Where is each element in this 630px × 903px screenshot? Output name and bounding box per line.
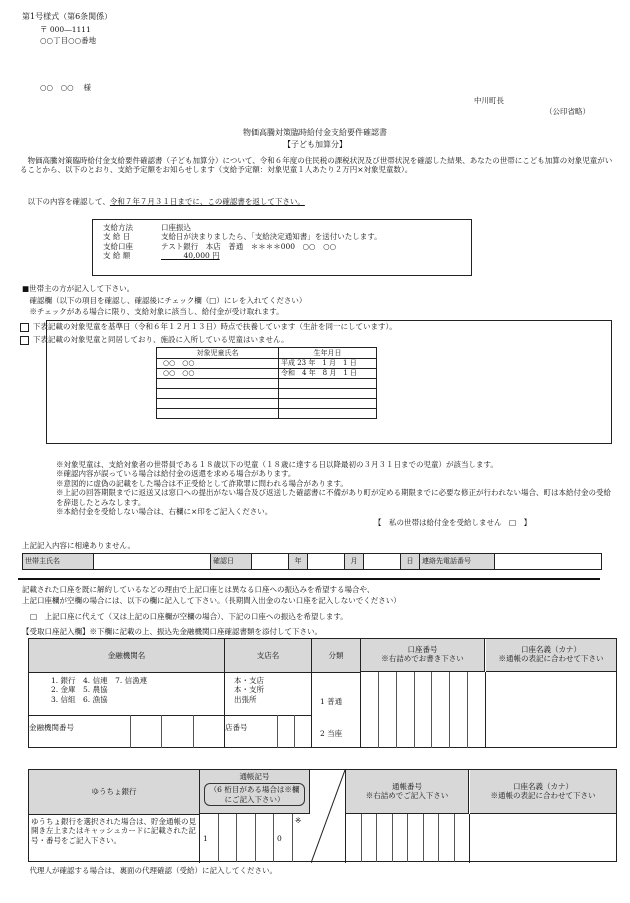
deadline-prefix: 以下の内容を確認して、 xyxy=(20,197,110,206)
branch-code-label: 店番号 xyxy=(225,723,248,732)
child-row xyxy=(157,399,377,409)
note-item: ※意図的に虚偽の記載をした場合は不正受給として詐欺罪に問われる場合があります。 xyxy=(56,478,348,488)
bank-code-field[interactable] xyxy=(99,715,224,748)
confirm-statement: 上記記入内容に相違ありません。 xyxy=(22,541,135,550)
child-name[interactable]: ○○ ○○ xyxy=(157,359,279,369)
note-item: ※確認内容が誤っている場合は給付金の返還を求める場合があります。 xyxy=(56,469,296,479)
check-item-2-label: 下表記載の対象児童と同居しており、施設に入所している児童はいません。 xyxy=(33,335,289,344)
intro-deadline xyxy=(20,197,305,206)
account-change-check[interactable]: □ 上記口座に代えて（又は上記の口座欄が空欄の場合）、下記の口座への振込を希望します。 xyxy=(30,612,348,621)
section-divider xyxy=(18,578,600,580)
bank-name-header: 金融機関名 xyxy=(29,639,225,673)
note-item: ※対象児童は、支給対象者の世帯員である１８歳以下の児童（１８歳に達する日以降最初の３月３１日までの児童）が該当します。 xyxy=(56,460,498,469)
yucho-holder-header xyxy=(470,770,616,814)
payment-row xyxy=(99,232,384,241)
postal-code: 〒 000―1111 xyxy=(40,25,91,34)
payment-value: 支給日が決まりましたら、「支給決定通知書」を送付いたします。 xyxy=(161,232,382,242)
branch-name-header: 支店名 xyxy=(225,639,312,673)
note-item: ※上記の回答期限までに返送又は窓口への提出がない場合及び返送した確認書に不備があり町が定める期限までに必要な修正が行われない場合、町は本給付金の受給を辞退したとみなします。 xyxy=(56,488,611,507)
child-name[interactable] xyxy=(157,379,279,389)
bank-type-options[interactable]: 1. 銀行 4. 信連 7. 信漁連 2. 金庫 5. 農協 3. 信組 6. 漁協 xyxy=(51,676,148,704)
symbol-first-digit: 1 xyxy=(203,834,208,843)
yucho-holder-note: ※通帳の表記に合わせて下さい xyxy=(490,791,596,801)
phone-field[interactable] xyxy=(495,554,602,570)
seal-omitted: （公印省略） xyxy=(545,107,590,116)
account-number-header xyxy=(361,639,485,672)
note-item: ※本給付金を受給しない場合は、右欄に×印をご記入ください。 xyxy=(56,506,273,516)
payment-value: テスト銀行 本店 普通 ＊＊＊＊000 ○○ ○○ xyxy=(161,241,337,251)
decline-option[interactable]: 【 私の世帯は給付金を受給しません □ 】 xyxy=(374,518,532,527)
symbol-last-digit: 0 xyxy=(277,834,282,843)
child-row xyxy=(157,409,377,419)
payment-label: 支給方法 xyxy=(103,223,133,232)
yucho-description: ゆうちょ銀行を選択された場合は、貯金通帳の見開き左上またはキャッシュカードに記載された記号・番号をご記入下さい。 xyxy=(31,817,196,845)
branch-type-options[interactable]: 本・支店 本・支所 出張所 xyxy=(234,676,264,704)
payment-row xyxy=(99,223,384,232)
child-dob[interactable]: 令和 4 年 8 月 1 日 xyxy=(279,369,377,379)
diagonal-slash xyxy=(311,770,345,863)
account-number-field[interactable] xyxy=(361,672,485,748)
child-dob[interactable] xyxy=(279,409,377,419)
children-table xyxy=(156,347,377,419)
householder-name-field[interactable] xyxy=(94,554,211,570)
account-number-title: 口座番号 xyxy=(407,645,438,654)
account-change-line1: 記載された口座を既に解約しているなどの理由で上記口座とは異なる口座への振込みを希望する場合や、 xyxy=(22,585,375,594)
check-note: ※チェックがある場合に限り、支給対象に該当し、給付金が受け取れます。 xyxy=(22,307,284,316)
day-field[interactable] xyxy=(364,554,401,570)
payment-label: 支 給 日 xyxy=(103,232,131,242)
passbook-number-header xyxy=(346,770,469,814)
child-dob[interactable] xyxy=(279,379,377,389)
recipient-name: ○○ ○○ 様 xyxy=(40,83,92,92)
confirm-table xyxy=(22,553,602,570)
payment-value: 口座振込 xyxy=(161,223,191,232)
check-item-2[interactable] xyxy=(20,335,288,345)
sixth-digit-mark: ※ xyxy=(295,816,302,825)
passbook-symbol-header xyxy=(200,770,310,814)
month-field[interactable] xyxy=(308,554,345,570)
deadline-text: 令和７年７月３１日までに、この確認書を返して下さい。 xyxy=(109,197,305,206)
child-name[interactable] xyxy=(157,399,279,409)
check-item-1-label: 下表記載の対象児童を基準日（令和６年１２月１３日）時点で扶養しています（生計を同一にしています）。 xyxy=(33,322,397,331)
checkbox-1[interactable] xyxy=(20,323,29,332)
footer-note: 代理人が確認する場合は、裏面の代理確認（受給）に記入してください。 xyxy=(22,866,277,875)
child-dob[interactable]: 平成 23 年 1 月 1 日 xyxy=(279,359,377,369)
bank-table xyxy=(28,638,617,748)
account-type-header: 分類 xyxy=(312,639,361,673)
passbook-symbol-title: 通帳記号 xyxy=(239,772,270,781)
check-instruction: 確認欄（以下の項目を確認し、確認後にチェック欄（□）にレを入れてください） xyxy=(22,296,307,305)
account-holder-title: 口座名義（カナ） xyxy=(521,645,581,654)
payment-row xyxy=(99,242,384,251)
col-divider-1 xyxy=(224,672,225,748)
payment-label: 支 給 額 xyxy=(103,251,131,261)
householder-heading: ■世帯主の方が記入して下さい。 xyxy=(22,284,135,293)
child-name[interactable] xyxy=(157,389,279,399)
payment-box xyxy=(92,219,472,276)
month-unit: 月 xyxy=(345,554,364,570)
day-unit: 日 xyxy=(401,554,420,570)
child-name[interactable]: ○○ ○○ xyxy=(157,369,279,379)
passbook-symbol-field[interactable] xyxy=(200,814,310,862)
notes-block xyxy=(56,460,616,516)
householder-name-label: 世帯主氏名 xyxy=(23,554,94,570)
address: ○○丁目○○番地 xyxy=(40,36,97,45)
town-mayor: 中川町長 xyxy=(474,96,504,105)
year-field[interactable] xyxy=(252,554,289,570)
child-row xyxy=(157,379,377,389)
passbook-symbol-note: （6 桁目がある場合は※欄にご記入下さい） xyxy=(204,783,305,806)
payment-label: 支給口座 xyxy=(103,241,133,251)
form-number: 第1号様式（第6条関係） xyxy=(22,12,113,21)
yucho-holder-title: 口座名義（カナ） xyxy=(513,782,573,791)
child-dob[interactable] xyxy=(279,399,377,409)
branch-code-field[interactable] xyxy=(261,715,311,748)
phone-label: 連絡先電話番号 xyxy=(420,554,495,570)
account-number-note: ※右詰めでお書き下さい xyxy=(381,654,464,664)
account-type-ordinary[interactable]: 1 普通 xyxy=(320,697,343,706)
child-name-header: 対象児童氏名 xyxy=(157,348,279,359)
confirm-date-label: 確認日 xyxy=(211,554,252,570)
page-title: 物価高騰対策臨時給付金支給要件確認書 xyxy=(243,128,387,137)
col-divider-2 xyxy=(311,672,312,748)
child-row xyxy=(157,369,377,379)
account-type-current[interactable]: 2 当座 xyxy=(320,729,343,738)
payment-row xyxy=(99,251,384,260)
intro-paragraph: 物価高騰対策臨時給付金支給要件確認書（子ども加算分）について、令和６年度の住民税の課税状況及び世帯状況を確認した結果、あなたの世帯にこども加算の対象児童がいることから、以下のとおり、支給予定額をお知らせします（支給予定額：対象児童１人あたり２万円×対象児童数）。 xyxy=(20,156,613,175)
child-dob-header: 生年月日 xyxy=(279,348,377,359)
passbook-number-title: 通帳番号 xyxy=(392,782,422,791)
payment-value: 40,000 円 xyxy=(161,251,220,261)
payment-table xyxy=(99,223,384,261)
yucho-table xyxy=(28,769,617,862)
child-name[interactable] xyxy=(157,409,279,419)
passbook-number-note: ※右詰めでご記入下さい xyxy=(365,791,449,801)
account-entry-heading: 【受取口座記入欄】※下欄に記載の上、振込先金融機関口座確認書類を添付して下さい。 xyxy=(22,627,322,636)
account-holder-field[interactable] xyxy=(486,672,616,748)
child-dob[interactable] xyxy=(279,389,377,399)
page-subtitle: 【子ども加算分】 xyxy=(283,140,347,149)
yucho-holder-field[interactable] xyxy=(470,814,616,862)
year-unit: 年 xyxy=(289,554,308,570)
account-holder-header xyxy=(486,639,616,672)
account-change-line2: 上記口座欄が空欄の場合には、以下の欄に記入して下さい。（長期間入出金のない口座を記入しないでください） xyxy=(22,596,401,605)
checkbox-2[interactable] xyxy=(20,336,29,345)
check-item-1[interactable] xyxy=(20,322,397,332)
child-row xyxy=(157,389,377,399)
passbook-number-field[interactable] xyxy=(346,814,469,862)
yucho-header: ゆうちょ銀行 xyxy=(29,770,200,815)
child-row xyxy=(157,359,377,369)
bank-code-label: 金融機関番号 xyxy=(29,723,74,732)
account-holder-note: ※通帳の表記に合わせて下さい xyxy=(498,654,604,664)
